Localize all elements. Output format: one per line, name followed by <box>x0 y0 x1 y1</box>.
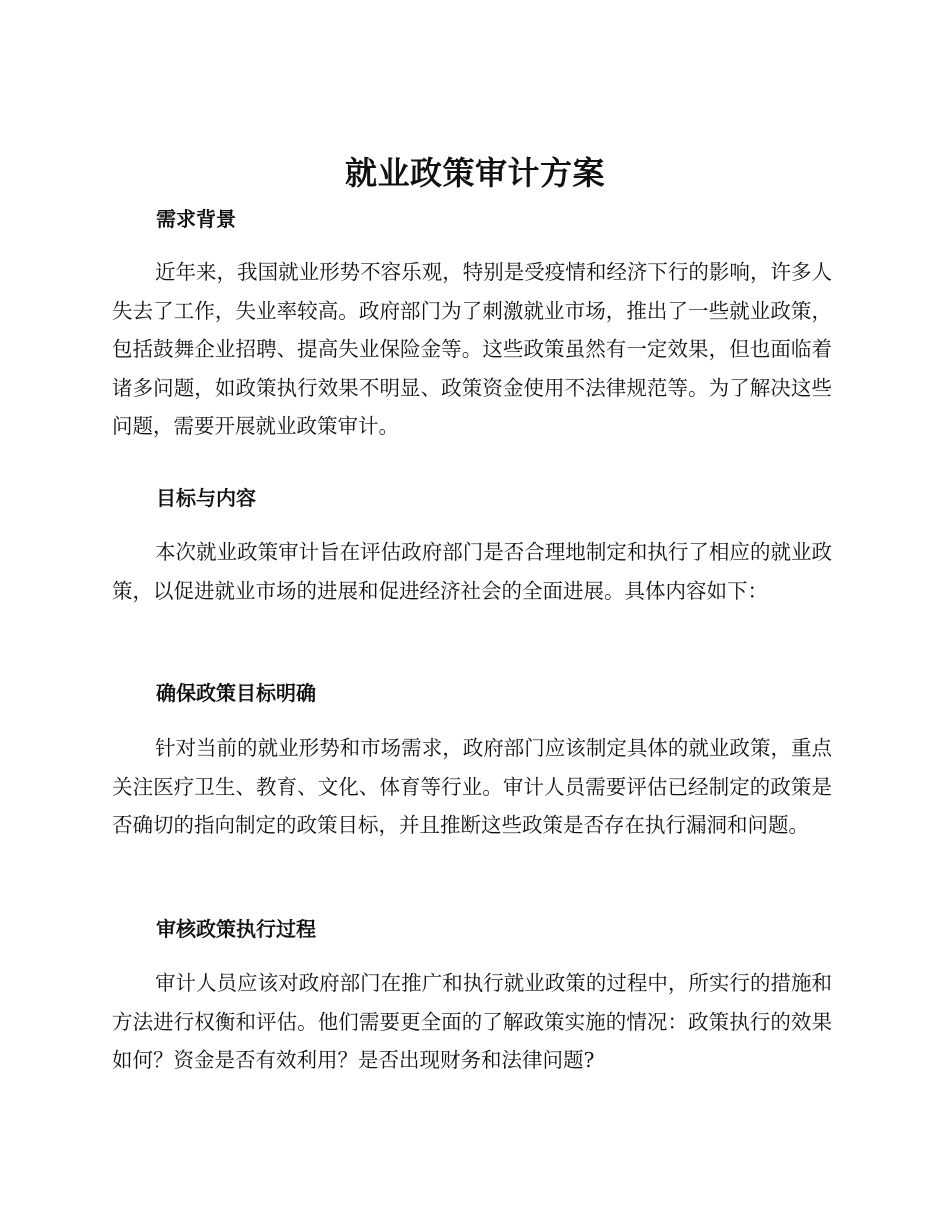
document-title: 就业政策审计方案 <box>344 154 605 192</box>
section-paragraph-policy-targets: 针对当前的就业形势和市场需求，政府部门应该制定具体的就业政策，重点关注医疗卫生、教育、文化、体育等行业。审计人员需要评估已经制定的政策是否确切的指向制定的政策目标，并且推断这些政策是否存在执行漏洞和问题。 <box>112 736 832 837</box>
section-heading-policy-targets: 确保政策目标明确 <box>156 681 316 705</box>
section-paragraph-background: 近年来，我国就业形势不容乐观，特别是受疫情和经济下行的影响，许多人失去了工作，失业率较高。政府部门为了刺激就业市场，推出了一些就业政策，包括鼓舞企业招聘、提高失业保险金等。这些政策虽然有一定效果，但也面临着诸多问题，如政策执行效果不明显、政策资金使用不法律规范等。为了解决这些问题，需要开展就业政策审计。 <box>112 260 832 438</box>
section-paragraph-execution-review: 审计人员应该对政府部门在推广和执行就业政策的过程中，所实行的措施和方法进行权衡和评估。他们需要更全面的了解政策实施的情况：政策执行的效果如何？资金是否有效利用？是否出现财务和法律问题? <box>112 971 832 1072</box>
section-heading-background: 需求背景 <box>156 207 236 231</box>
section-heading-execution-review: 审核政策执行过程 <box>156 917 316 941</box>
section-heading-goals: 目标与内容 <box>156 486 256 510</box>
section-paragraph-goals: 本次就业政策审计旨在评估政府部门是否合理地制定和执行了相应的就业政策，以促进就业市场的进展和促进经济社会的全面进展。具体内容如下： <box>112 540 832 603</box>
